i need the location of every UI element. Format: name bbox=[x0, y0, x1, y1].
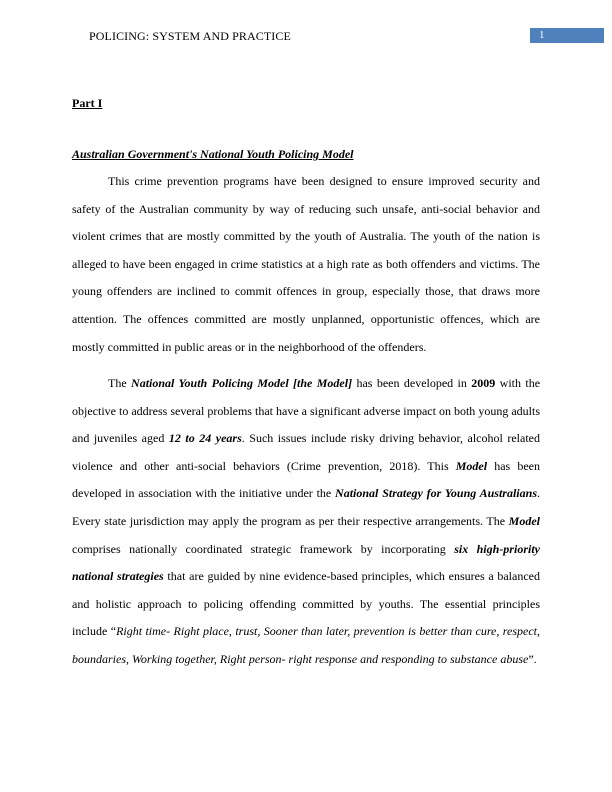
section-heading: Australian Government's National Youth Policing Model bbox=[72, 147, 354, 161]
age-range-emphasis: 12 to 24 years bbox=[168, 431, 242, 446]
year-emphasis: 2009 bbox=[471, 376, 496, 390]
national-strategy-emphasis: National Strategy for Young Australians bbox=[335, 486, 537, 501]
paragraph-2-text: ”. bbox=[528, 651, 537, 666]
paragraph-2 bbox=[72, 370, 540, 674]
paragraph-2-text: has been developed in bbox=[352, 376, 472, 390]
running-head: POLICING: SYSTEM AND PRACTICE bbox=[89, 29, 291, 43]
part-label: Part I bbox=[72, 96, 103, 110]
paragraph-2-text: has been developed in association with the initiative under the bbox=[72, 458, 540, 501]
paragraph-2-text: that are guided by nine evidence-based principles, which ensures a balanced and holistic approach to policing offending committed by youths. The essential principles include “ bbox=[72, 569, 540, 639]
paragraph-2-text: with the objective to address several problems that have a significant adverse impact on both young adults and juveniles aged bbox=[72, 376, 541, 446]
paragraph-2-text: comprises nationally coordinated strategic framework by incorporating bbox=[72, 541, 455, 556]
paragraph-1: This crime prevention programs have been designed to ensure improved security and safety of the Australian community by way of reducing such unsafe, anti-social behavior and violent crimes that are mostly committed by the youth of Australia. The youth of the nation is alleged to have been engaged in crime statistics at a high rate as both offenders and victims. The young offenders are inclined to commit offences in group, especially those, that draws more attention. The offences committed are mostly unplanned, opportunistic offences, which are mostly committed in public areas or in the neighborhood of the offenders. bbox=[72, 174, 540, 354]
model-emphasis: Model bbox=[455, 458, 488, 473]
paragraph-2-text: . Every state jurisdiction may apply the program as per their respective arrangements. The bbox=[72, 486, 540, 528]
strategies-emphasis: six high-priority national strategies bbox=[72, 541, 540, 584]
model-name-emphasis: National Youth Policing Model [the Model] bbox=[131, 376, 353, 390]
paragraph-2-text: . Such issues include risky driving behavior, alcohol related violence and other anti-social behaviors (Crime prevention, 2018). This bbox=[72, 431, 541, 473]
paragraph-2-text: The bbox=[108, 376, 132, 390]
page-number-badge: 1 bbox=[530, 28, 604, 43]
principles-quote: Right time- Right place, trust, Sooner than later, prevention is better than cure, respect, boundaries, Working together, Right person- right response and responding to substance abuse bbox=[72, 624, 540, 666]
model-emphasis: Model bbox=[508, 513, 540, 528]
